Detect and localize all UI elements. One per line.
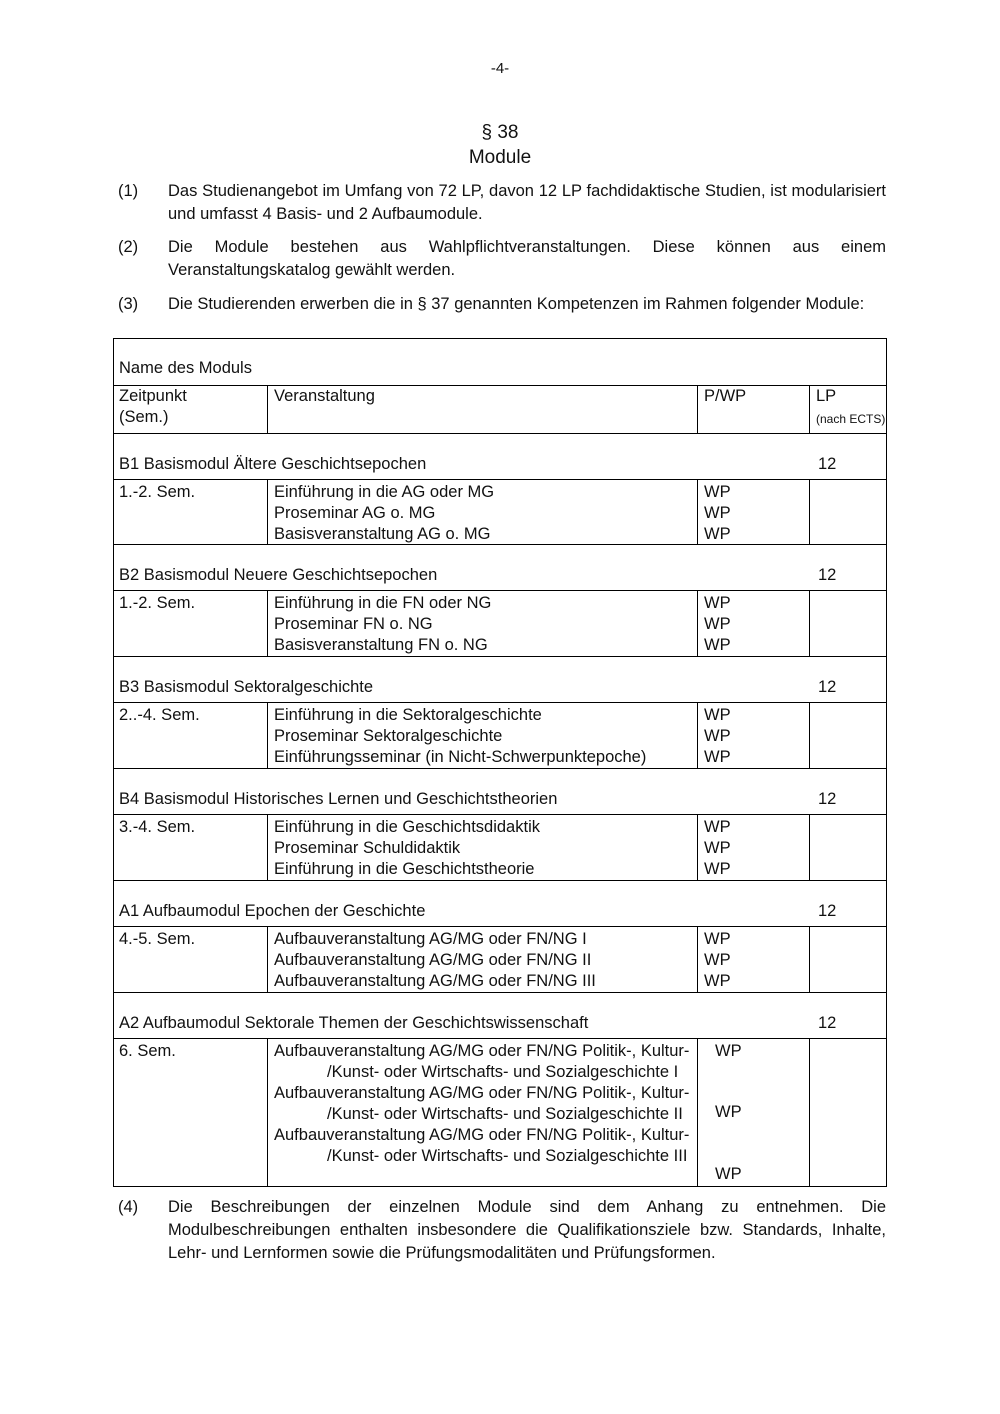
module-semester: 4.-5. Sem. xyxy=(119,930,196,948)
veranstaltung-item: Proseminar Schuldidaktik xyxy=(274,839,461,857)
paragraph-1 xyxy=(118,180,886,226)
pwp-item: WP xyxy=(704,839,731,857)
pwp-list xyxy=(704,705,731,768)
section-symbol: § 38 xyxy=(481,122,519,143)
pwp-item: WP xyxy=(704,636,731,654)
veranstaltung-item: Aufbauveranstaltung AG/MG oder FN/NG Politik-, Kultur- xyxy=(274,1084,690,1102)
module-lp: 12 xyxy=(818,678,837,696)
pwp-item: WP xyxy=(715,1165,742,1183)
module-body-a1 xyxy=(114,926,886,993)
header-zeitpunkt-sub: (Sem.) xyxy=(119,408,169,426)
veranstaltung-item: Aufbauveranstaltung AG/MG oder FN/NG Politik-, Kultur- xyxy=(274,1042,690,1060)
veranstaltung-item: Einführungsseminar (in Nicht-Schwerpunktepoche) xyxy=(274,748,647,766)
veranstaltung-item: Basisveranstaltung AG o. MG xyxy=(274,525,491,543)
module-semester: 6. Sem. xyxy=(119,1042,176,1060)
paragraph-number: (4) xyxy=(118,1198,139,1216)
veranstaltung-item: Einführung in die FN oder NG xyxy=(274,594,492,612)
veranstaltung-item: Einführung in die Sektoralgeschichte xyxy=(274,706,542,724)
module-name: B2 Basismodul Neuere Geschichtsepochen xyxy=(119,566,438,584)
pwp-item: WP xyxy=(704,951,731,969)
pwp-item: WP xyxy=(704,504,731,522)
pwp-item: WP xyxy=(704,615,731,633)
header-lp xyxy=(816,386,885,430)
module-table xyxy=(113,338,887,1187)
veranstaltung-list xyxy=(274,482,494,545)
veranstaltung-list xyxy=(274,929,596,992)
header-pwp: P/WP xyxy=(704,387,747,405)
module-body-b1 xyxy=(114,479,886,545)
veranstaltung-item: Einführung in die Geschichtstheorie xyxy=(274,860,535,878)
module-lp: 12 xyxy=(818,1014,837,1032)
module-lp: 12 xyxy=(818,455,837,473)
name-header: Name des Moduls xyxy=(119,359,252,377)
table-column-header-row xyxy=(114,385,886,434)
module-body-b4 xyxy=(114,814,886,881)
veranstaltung-item-continued: /Kunst- oder Wirtschafts- und Sozialgeschichte II xyxy=(327,1105,683,1123)
module-semester: 3.-4. Sem. xyxy=(119,818,196,836)
module-body-b2 xyxy=(114,590,886,657)
paragraph-number: (2) xyxy=(118,238,139,256)
pwp-item: WP xyxy=(704,727,731,745)
module-lp: 12 xyxy=(818,566,837,584)
veranstaltung-item-continued: /Kunst- oder Wirtschafts- und Sozialgeschichte III xyxy=(327,1147,688,1165)
module-lp: 12 xyxy=(818,790,837,808)
module-title-row-a1 xyxy=(114,880,886,927)
section-heading xyxy=(0,120,1000,170)
veranstaltung-item: Proseminar AG o. MG xyxy=(274,504,436,522)
pwp-item: WP xyxy=(715,1103,742,1121)
pwp-list xyxy=(704,593,731,656)
veranstaltung-item-continued: /Kunst- oder Wirtschafts- und Sozialgeschichte I xyxy=(327,1063,679,1081)
module-title-row-b3 xyxy=(114,656,886,703)
module-semester: 2..-4. Sem. xyxy=(119,706,200,724)
pwp-list xyxy=(704,929,731,992)
page-number: -4- xyxy=(490,60,510,77)
pwp-item: WP xyxy=(704,483,731,501)
module-semester: 1.-2. Sem. xyxy=(119,483,196,501)
pwp-item: WP xyxy=(704,930,731,948)
module-title-row-b4 xyxy=(114,768,886,815)
pwp-list xyxy=(704,817,731,880)
paragraph-number: (3) xyxy=(118,295,139,313)
paragraph-2 xyxy=(118,236,886,282)
pwp-item: WP xyxy=(704,748,731,766)
veranstaltung-item: Einführung in die Geschichtsdidaktik xyxy=(274,818,540,836)
header-lp-label: LP xyxy=(816,387,837,405)
module-title-row-b1 xyxy=(114,433,886,480)
section-title: Module xyxy=(468,147,532,168)
header-lp-sub: (nach ECTS) xyxy=(816,412,886,426)
veranstaltung-list xyxy=(274,1041,689,1167)
pwp-item: WP xyxy=(704,860,731,878)
paragraph-text: Die Studierenden erwerben die in § 37 genannten Kompetenzen im Rahmen folgender Module: xyxy=(168,295,865,313)
pwp-item: WP xyxy=(704,594,731,612)
veranstaltung-list xyxy=(274,705,646,768)
paragraph-3 xyxy=(118,293,886,316)
veranstaltung-list xyxy=(274,817,540,880)
pwp-item: WP xyxy=(704,706,731,724)
veranstaltung-item: Einführung in die AG oder MG xyxy=(274,483,495,501)
module-name: B1 Basismodul Ältere Geschichtsepochen xyxy=(119,455,427,473)
module-title-row-a2 xyxy=(114,992,886,1039)
paragraph-number: (1) xyxy=(118,182,139,200)
pwp-item: WP xyxy=(704,972,731,990)
module-name: B3 Basismodul Sektoralgeschichte xyxy=(119,678,374,696)
module-lp: 12 xyxy=(818,902,837,920)
module-body-b3 xyxy=(114,702,886,769)
header-veranstaltung: Veranstaltung xyxy=(274,387,375,405)
pwp-list xyxy=(704,482,731,545)
pwp-item: WP xyxy=(704,818,731,836)
module-name: A2 Aufbaumodul Sektorale Themen der Geschichtswissenschaft xyxy=(119,1014,589,1032)
module-name: A1 Aufbaumodul Epochen der Geschichte xyxy=(119,902,426,920)
paragraph-text: Die Module bestehen aus Wahlpflichtveranstaltungen. Diese können aus einem Veranstaltungskatalog gewählt werden. xyxy=(168,238,886,279)
veranstaltung-item: Proseminar FN o. NG xyxy=(274,615,433,633)
veranstaltung-item: Basisveranstaltung FN o. NG xyxy=(274,636,488,654)
veranstaltung-item: Aufbauveranstaltung AG/MG oder FN/NG Politik-, Kultur- xyxy=(274,1126,690,1144)
veranstaltung-list xyxy=(274,593,491,656)
paragraph-text: Das Studienangebot im Umfang von 72 LP, davon 12 LP fachdidaktische Studien, ist modularisiert und umfasst 4 Basis- und 2 Aufbaumodule. xyxy=(168,182,886,223)
veranstaltung-item: Aufbauveranstaltung AG/MG oder FN/NG II xyxy=(274,951,592,969)
module-name: B4 Basismodul Historisches Lernen und Geschichtstheorien xyxy=(119,790,558,808)
module-body-a2 xyxy=(114,1038,886,1186)
header-zeitpunkt xyxy=(119,386,187,428)
veranstaltung-item: Aufbauveranstaltung AG/MG oder FN/NG I xyxy=(274,930,587,948)
header-zeitpunkt-label: Zeitpunkt xyxy=(119,387,187,405)
paragraph-text: Die Beschreibungen der einzelnen Module sind dem Anhang zu entnehmen. Die Modulbeschreibungen enthalten insbesondere die Qualifikationsziele bzw. Standards, Inhalte, Lehr- und Lernformen sowie die Prüfungsmodalitäten und Prüfungsformen. xyxy=(168,1198,886,1262)
pwp-item: WP xyxy=(715,1042,742,1060)
paragraph-4 xyxy=(118,1196,886,1265)
veranstaltung-item: Proseminar Sektoralgeschichte xyxy=(274,727,503,745)
module-semester: 1.-2. Sem. xyxy=(119,594,196,612)
table-name-header-row xyxy=(114,339,886,386)
pwp-item: WP xyxy=(704,525,731,543)
module-title-row-b2 xyxy=(114,544,886,591)
veranstaltung-item: Aufbauveranstaltung AG/MG oder FN/NG III xyxy=(274,972,596,990)
